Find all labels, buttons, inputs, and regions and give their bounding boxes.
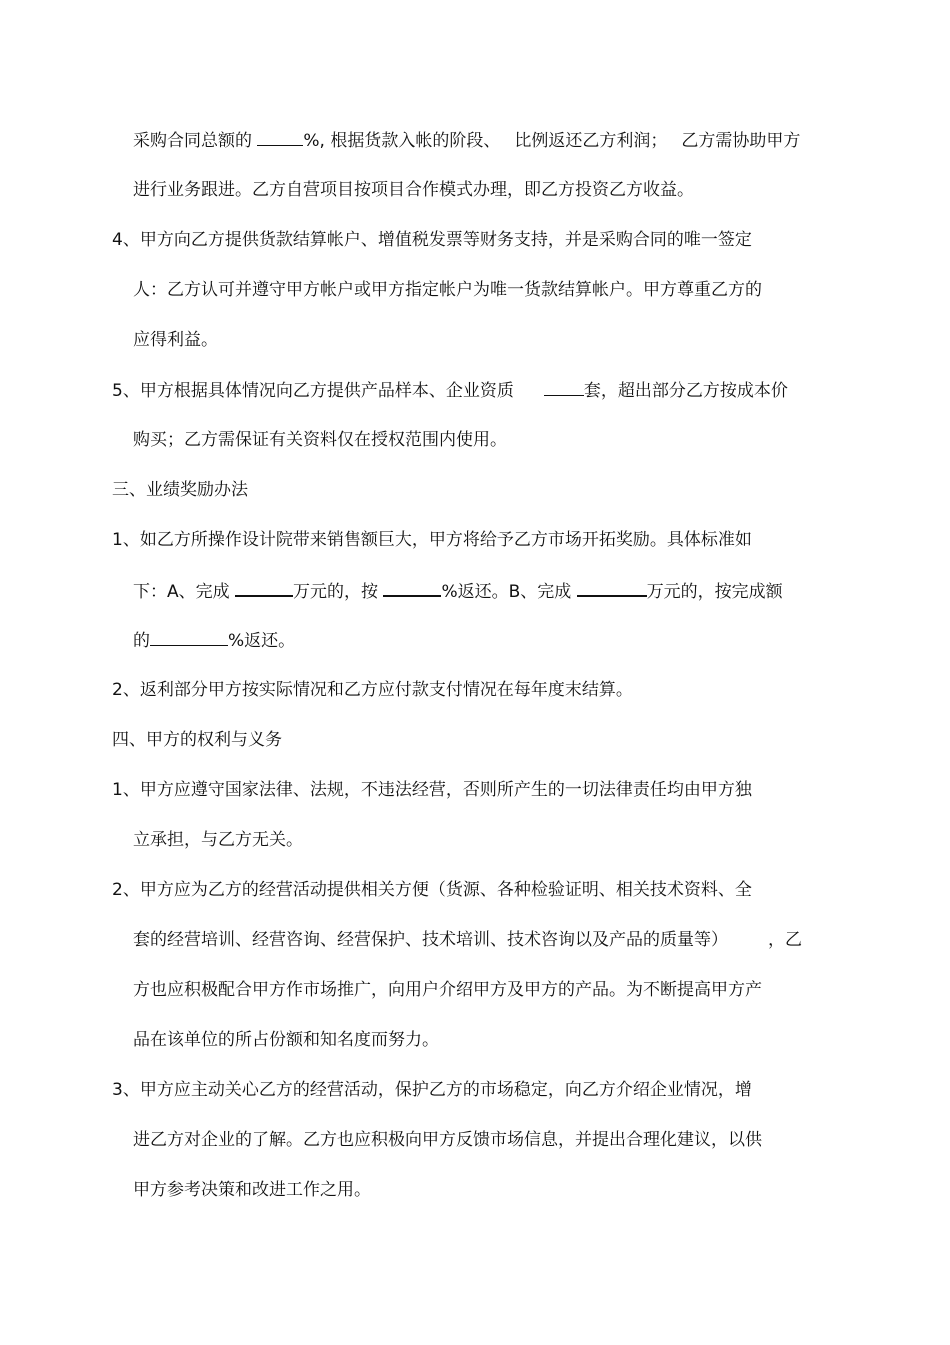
text-segment: 1、甲方应遵守国家法律、法规，不违法经营，否则所产生的一切法律责任均由甲方独	[112, 780, 752, 800]
text-segment: 的	[133, 631, 150, 651]
text-segment: 4、甲方向乙方提供货款结算帐户、增值税发票等财务支持，并是采购合同的唯一签定	[112, 230, 752, 250]
body-line	[133, 978, 762, 1002]
body-line	[133, 128, 800, 152]
text-segment: 进乙方对企业的了解。乙方也应积极向甲方反馈市场信息，并提出合理化建议，以供	[133, 1130, 762, 1150]
body-line	[133, 1128, 762, 1152]
body-line	[133, 178, 694, 202]
text-segment: %返还。	[228, 631, 296, 651]
body-line	[133, 578, 783, 602]
section-heading	[112, 478, 248, 502]
text-segment: 进行业务跟进。乙方自营项目按项目合作模式办理，即乙方投资乙方收益。	[133, 180, 694, 200]
clause-line	[112, 678, 633, 702]
text-segment: 1、如乙方所操作设计院带来销售额巨大，甲方将给予乙方市场开拓奖励。具体标准如	[112, 530, 752, 550]
fill-blank	[544, 378, 584, 396]
text-segment: 方也应积极配合甲方作市场推广，向用户介绍甲方及甲方的产品。为不断提高甲方产	[133, 980, 762, 1000]
text-segment: 人：乙方认可并遵守甲方帐户或甲方指定帐户为唯一货款结算帐户。甲方尊重乙方的	[133, 280, 762, 300]
body-line	[133, 1178, 371, 1202]
text-segment: 乙方需协助甲方	[681, 131, 801, 151]
body-line	[133, 328, 218, 352]
text-segment: %, 根据货款入帐的阶段、	[303, 131, 501, 151]
text-segment: 3、甲方应主动关心乙方的经营活动，保护乙方的市场稳定，向乙方介绍企业情况，增	[112, 1080, 752, 1100]
text-segment: 甲方参考决策和改进工作之用。	[133, 1180, 371, 1200]
text-segment: 立承担，与乙方无关。	[133, 830, 303, 850]
clause-line	[112, 528, 752, 552]
section-heading	[112, 728, 282, 752]
text-segment: 套的经营培训、经营咨询、经营保护、技术培训、技术咨询以及产品的质量等）	[133, 930, 728, 950]
text-segment: ，乙	[768, 930, 802, 950]
clause-line	[112, 878, 752, 902]
fill-blank	[257, 128, 303, 146]
text-segment: 套，超出部分乙方按成本价	[583, 381, 788, 401]
fill-blank	[577, 578, 647, 597]
fill-blank	[383, 578, 441, 597]
clause-line	[112, 778, 752, 802]
text-segment: 2、返利部分甲方按实际情况和乙方应付款支付情况在每年度末结算。	[112, 680, 633, 700]
clause-line	[112, 378, 788, 402]
body-line	[133, 428, 507, 452]
text-segment: 品在该单位的所占份额和知名度而努力。	[133, 1030, 439, 1050]
fill-blank	[235, 578, 293, 597]
text-segment: 购买；乙方需保证有关资料仅在授权范围内使用。	[133, 430, 507, 450]
text-segment: 2、甲方应为乙方的经营活动提供相关方便（货源、各种检验证明、相关技术资料、全	[112, 880, 752, 900]
text-segment: 万元的，按完成额	[646, 582, 783, 602]
text-segment: 下：A、完成	[133, 582, 236, 602]
text-segment: %返还。B、完成	[441, 582, 577, 602]
text-segment: 应得利益。	[133, 330, 218, 350]
text-segment: 5、甲方根据具体情况向乙方提供产品样本、企业资质	[112, 381, 514, 401]
text-segment: 三、业绩奖励办法	[112, 480, 248, 500]
body-line	[133, 1028, 439, 1052]
text-segment: 采购合同总额的	[133, 131, 258, 151]
clause-line	[112, 1078, 752, 1102]
body-line	[133, 628, 295, 652]
text-segment: 比例返还乙方利润；	[514, 131, 668, 151]
clause-line	[112, 228, 752, 252]
body-line	[133, 928, 802, 952]
body-line	[133, 278, 762, 302]
fill-blank	[150, 628, 228, 646]
text-segment: 四、甲方的权利与义务	[112, 730, 282, 750]
body-line	[133, 828, 303, 852]
text-segment: 万元的，按	[293, 582, 384, 602]
